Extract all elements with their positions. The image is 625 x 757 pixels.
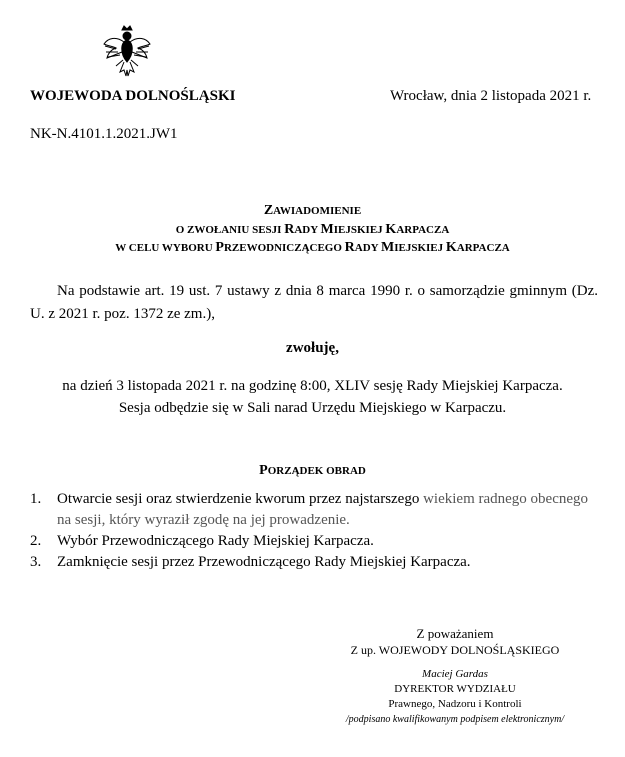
- title-line-2: O ZWOŁANIU SESJI RADY MIEJSKIEJ KARPACZA: [175, 222, 450, 237]
- agenda-list: [30, 489, 600, 573]
- signatory-position: DYREKTOR WYDZIAŁU: [394, 683, 516, 695]
- list-item-text: Zamknięcie sesji przez Przewodniczącego Rady Miejskiej Karpacza.: [57, 554, 471, 570]
- list-item-number: 1.: [30, 491, 42, 507]
- electronic-signature-note: /podpisano kwalifikowanym podpisem elektronicznym/: [345, 714, 565, 725]
- on-behalf: Z up. WOJEWODY DOLNOŚLĄSKIEGO: [350, 643, 560, 657]
- session-date-line: na dzień 3 listopada 2021 r. na godzinę 8:00, XLIV sesję Rady Miejskiej Karpacza.: [62, 378, 563, 394]
- list-item-number: 2.: [30, 533, 42, 549]
- document-subtitle-2: [0, 240, 625, 256]
- document-subtitle-1: [0, 222, 625, 238]
- list-item-text-part-gray: wiekiem radnego obecnego na sesji, który wyraził zgodę na jej prowadzenie.: [57, 491, 589, 528]
- eagle-emblem-icon: [102, 24, 152, 80]
- signatory-name: Maciej Gardas: [422, 668, 488, 680]
- signature-block: [330, 626, 580, 727]
- document-title: [0, 203, 625, 219]
- list-item-number: 3.: [30, 554, 42, 570]
- signatory-department: Prawnego, Nadzoru i Kontroli: [388, 698, 522, 710]
- list-item-text-part: Otwarcie sesji oraz stwierdzenie kworum przez najstarszego: [57, 491, 424, 507]
- list-item-text: Wybór Przewodniczącego Rady Miejskiej Karpacza.: [57, 533, 374, 549]
- legal-basis-paragraph: Na podstawie art. 19 ust. 7 ustawy z dnia 8 marca 1990 r. o samorządzie gminnym (Dz. U. z 2021 r. poz. 1372 ze zm.),: [30, 283, 598, 322]
- title-line-3: W CELU WYBORU PRZEWODNICZĄCEGO RADY MIEJSKIEJ KARPACZA: [115, 240, 510, 255]
- title-line-1: ZAWIADOMIENIE: [263, 203, 362, 218]
- session-venue-line: Sesja odbędzie się w Sali narad Urzędu Miejskiego w Karpaczu.: [118, 400, 507, 416]
- decision-word: zwołuję,: [286, 340, 339, 356]
- agenda-title-text: PORZĄDEK OBRAD: [259, 463, 366, 478]
- list-item: [30, 489, 600, 531]
- list-item-text: [57, 489, 600, 531]
- list-item: [30, 531, 600, 552]
- issuing-authority: WOJEWODA DOLNOŚLĄSKI: [30, 88, 236, 104]
- reference-number: NK-N.4101.1.2021.JW1: [30, 126, 178, 142]
- list-item: [30, 552, 600, 573]
- place-date: Wrocław, dnia 2 listopada 2021 r.: [390, 88, 592, 104]
- agenda-title: [0, 462, 625, 479]
- closing: Z poważaniem: [416, 626, 494, 641]
